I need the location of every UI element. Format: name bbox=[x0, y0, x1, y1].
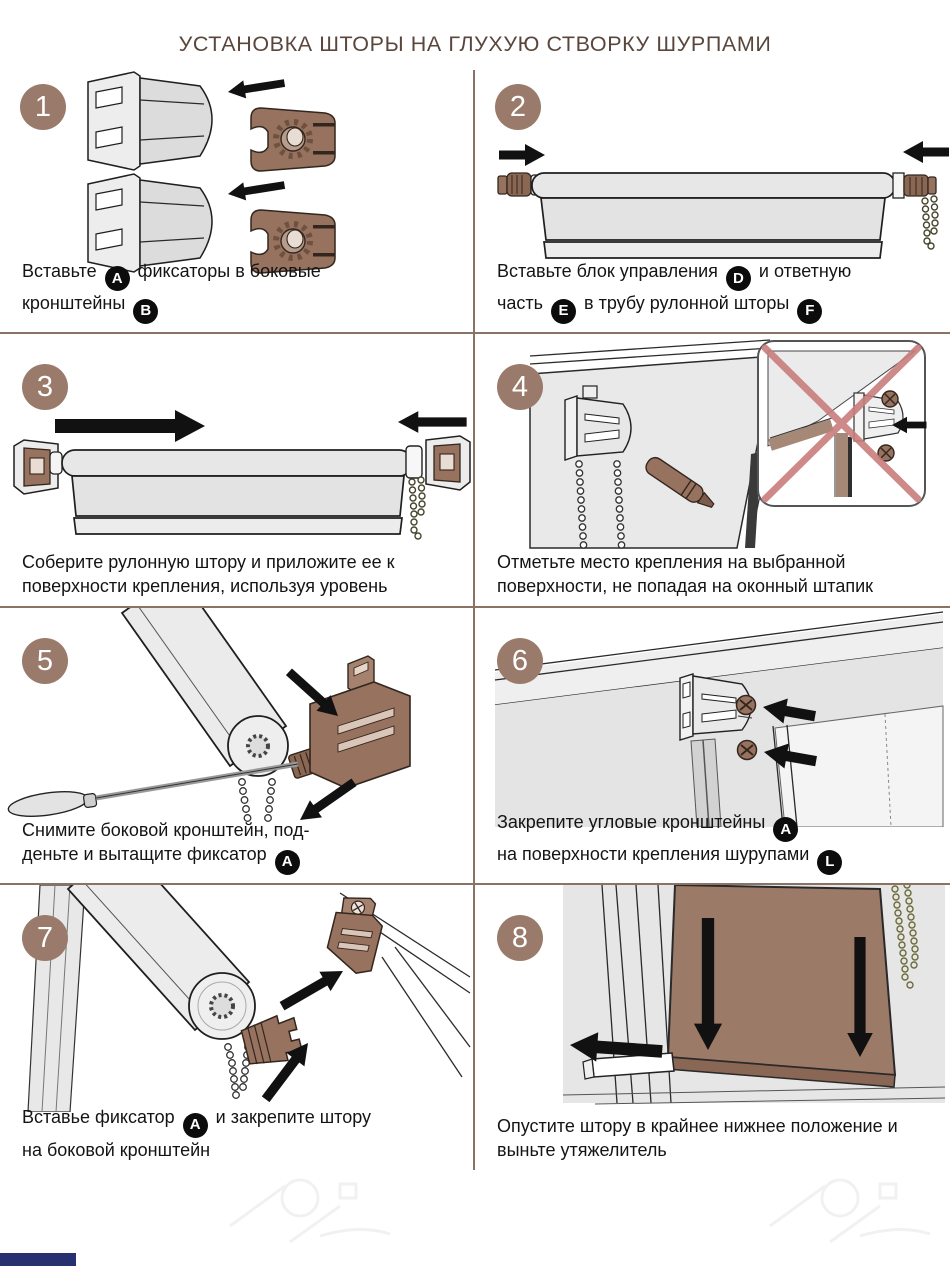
arrow-icon bbox=[227, 176, 286, 203]
part-badge-f: F bbox=[797, 299, 822, 324]
step-8-cell bbox=[475, 885, 950, 1170]
part-badge-a: A bbox=[773, 817, 798, 842]
control-unit-graphic bbox=[893, 173, 936, 198]
chain-graphic bbox=[239, 779, 276, 822]
step-caption: Вставьте A фиксаторы в боковые кронштейны B bbox=[22, 259, 469, 324]
side-bracket-graphic bbox=[426, 436, 470, 490]
step-2-cell bbox=[475, 70, 950, 334]
step-number: 2 bbox=[495, 84, 541, 130]
part-badge-l: L bbox=[817, 850, 842, 875]
step-7-illustration bbox=[0, 885, 475, 1112]
step-5-illustration bbox=[0, 608, 475, 827]
watermark-sketch bbox=[750, 1176, 950, 1248]
steps-grid bbox=[0, 70, 950, 1170]
arrow-icon bbox=[398, 411, 467, 433]
step-number: 8 bbox=[497, 915, 543, 961]
step-number: 6 bbox=[497, 638, 543, 684]
part-badge-d: D bbox=[726, 266, 751, 291]
roller-tube-graphic bbox=[68, 885, 255, 1039]
step-1-cell bbox=[0, 70, 475, 334]
corner-bracket-brown-graphic bbox=[323, 891, 388, 976]
corner-bracket-graphic bbox=[88, 174, 212, 272]
step-6-cell bbox=[475, 608, 950, 885]
arrow-icon bbox=[276, 961, 348, 1016]
step-number: 7 bbox=[22, 915, 68, 961]
step-3-cell bbox=[0, 334, 475, 608]
step-6-illustration bbox=[475, 608, 950, 827]
part-badge-a: A bbox=[105, 266, 130, 291]
corner-bracket-brown-graphic bbox=[310, 656, 410, 788]
arrow-icon bbox=[55, 410, 205, 442]
step-4-illustration bbox=[475, 334, 950, 550]
part-badge-a: A bbox=[183, 1113, 208, 1138]
step-number: 5 bbox=[22, 638, 68, 684]
step-caption: Соберите рулонную штору и приложите ее к поверхности крепления, используя уровень bbox=[22, 551, 395, 596]
step-caption: Опустите штору в крайнее нижнее положение и выньте утяжелитель bbox=[497, 1115, 898, 1160]
prohibition-inset bbox=[758, 341, 927, 506]
step-4-cell bbox=[475, 334, 950, 608]
step-number: 1 bbox=[20, 84, 66, 130]
chain-graphic bbox=[922, 196, 938, 249]
step-number: 4 bbox=[497, 364, 543, 410]
footer-bar bbox=[0, 1253, 76, 1266]
chain-graphic bbox=[409, 477, 425, 539]
arrow-icon bbox=[227, 74, 286, 101]
watermark-sketch bbox=[210, 1176, 440, 1248]
step-caption: Вставьте блок управления D и ответную часть E в трубу рулонной шторы F bbox=[497, 259, 946, 324]
roller-tube-graphic bbox=[122, 608, 288, 776]
step-caption: Снимите боковой кронштейн, под- деньте и вытащите фиксатор A bbox=[22, 818, 469, 875]
arrow-icon bbox=[499, 144, 545, 166]
arrow-icon bbox=[903, 141, 949, 163]
step-number: 3 bbox=[22, 364, 68, 410]
corner-bracket-graphic bbox=[88, 72, 212, 170]
screwdriver-graphic bbox=[7, 764, 298, 820]
step-5-cell bbox=[0, 608, 475, 885]
step-caption: Отметьте место крепления на выбранной поверхности, не попадая на оконный штапик bbox=[497, 551, 874, 596]
step-2-illustration bbox=[475, 70, 950, 276]
fixator-graphic bbox=[251, 108, 335, 171]
roller-tube-graphic bbox=[50, 446, 422, 534]
part-badge-e: E bbox=[551, 299, 576, 324]
part-badge-b: B bbox=[133, 299, 158, 324]
step-1-illustration bbox=[0, 70, 475, 276]
part-badge-a: A bbox=[275, 850, 300, 875]
step-3-illustration bbox=[0, 334, 475, 550]
roller-tube-graphic bbox=[532, 173, 895, 258]
step-caption: Вставье фиксатор A и закрепите штору на боковой кронштейн bbox=[22, 1107, 372, 1160]
page-title: УСТАНОВКА ШТОРЫ НА ГЛУХУЮ СТВОРКУ ШУРПАМИ bbox=[178, 32, 772, 56]
step-8-illustration bbox=[475, 885, 950, 1112]
step-caption: Закрепите угловые кронштейны A на поверхности крепления шурупами L bbox=[497, 810, 946, 875]
step-7-cell bbox=[0, 885, 475, 1170]
